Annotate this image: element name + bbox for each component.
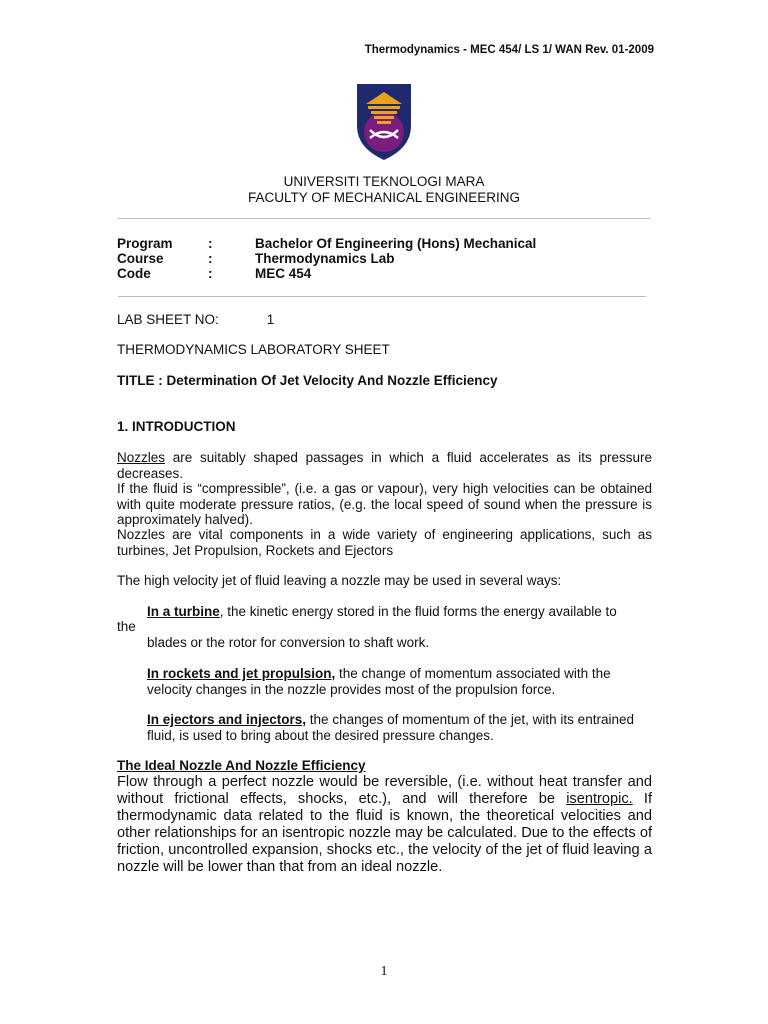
university-name: UNIVERSITI TEKNOLOGI MARA xyxy=(283,174,485,189)
use-turbine-text: , the kinetic energy stored in the fluid forms the energy available to xyxy=(219,604,617,619)
intro-paragraph-1 xyxy=(117,450,652,481)
meta-row-program xyxy=(117,236,536,251)
use-turbine-label: In a turbine xyxy=(147,604,220,619)
ideal-nozzle-paragraph xyxy=(117,774,652,876)
intro-paragraph-2: If the fluid is “compressible”, (i.e. a gas or vapour), very high velocities can be obtained with quite moderate pressure ratios, (e.g. the local speed of sound when the pressure is approximately halved). xyxy=(117,481,652,527)
university-crest-logo xyxy=(354,82,414,162)
use-turbine-continuation: blades or the rotor for conversion to shaft work. xyxy=(147,635,430,650)
ideal-text-2: If thermodynamic data related to the fluid is known, the theoretical velocities and other relationships for an isentropic nozzle may be calculated. Due to the effects of friction, uncontrolled expansion, shocks etc., the velocity of the jet of fluid leaving a nozzle will be lower than that from an ideal nozzle. xyxy=(117,791,652,875)
isentropic-term: isentropic. xyxy=(566,791,633,807)
meta-value: MEC 454 xyxy=(255,266,312,281)
use-rockets-text: the change of momentum associated with the velocity changes in the nozzle provides most of the propulsion force. xyxy=(147,666,611,697)
document-title: TITLE : Determination Of Jet Velocity And Nozzle Efficiency xyxy=(117,373,498,388)
meta-colon: : xyxy=(208,236,213,251)
meta-row-code xyxy=(117,266,311,281)
header-reference: Thermodynamics - MEC 454/ LS 1/ WAN Rev. 01-2009 xyxy=(364,44,654,56)
use-rockets xyxy=(147,666,652,697)
meta-label: Program xyxy=(117,236,173,251)
ideal-text-1: Flow through a perfect nozzle would be reversible, (i.e. without heat transfer and without frictional effects, shocks, etc.), and will therefore be xyxy=(117,774,652,807)
meta-colon: : xyxy=(208,251,213,266)
ideal-nozzle-heading: The Ideal Nozzle And Nozzle Efficiency xyxy=(117,758,366,773)
faculty-name: FACULTY OF MECHANICAL ENGINEERING xyxy=(247,190,521,205)
lab-sheet-line xyxy=(117,312,652,328)
nozzles-term: Nozzles xyxy=(117,450,166,465)
lab-sheet-label: LAB SHEET NO: xyxy=(117,312,219,327)
meta-value: Bachelor Of Engineering (Hons) Mechanical xyxy=(255,236,537,251)
meta-value: Thermodynamics Lab xyxy=(255,251,395,266)
use-turbine-the: the xyxy=(117,619,136,634)
sheet-title: THERMODYNAMICS LABORATORY SHEET xyxy=(117,342,390,357)
use-rockets-label: In rockets and jet propulsion, xyxy=(147,666,336,681)
section-heading: 1. INTRODUCTION xyxy=(117,419,236,434)
intro-paragraph-4: The high velocity jet of fluid leaving a nozzle may be used in several ways: xyxy=(117,573,562,588)
use-ejectors xyxy=(147,712,652,743)
meta-colon: : xyxy=(208,266,213,281)
intro-p1-text: are suitably shaped passages in which a fluid accelerates as its pressure decreases. xyxy=(117,450,652,481)
meta-row-course xyxy=(117,251,395,266)
page-number: 1 xyxy=(380,964,388,979)
use-ejectors-label: In ejectors and injectors, xyxy=(147,712,307,727)
divider-bottom xyxy=(118,296,646,297)
meta-label: Code xyxy=(117,266,151,281)
lab-sheet-number: 1 xyxy=(266,312,275,327)
divider-top xyxy=(118,218,650,219)
use-turbine xyxy=(147,604,652,620)
intro-paragraph-3: Nozzles are vital components in a wide variety of engineering applications, such as turbines, Jet Propulsion, Rockets and Ejectors xyxy=(117,527,652,558)
use-ejectors-text: the changes of momentum of the jet, with its entrained fluid, is used to bring about the desired pressure changes. xyxy=(147,712,634,743)
meta-label: Course xyxy=(117,251,164,266)
